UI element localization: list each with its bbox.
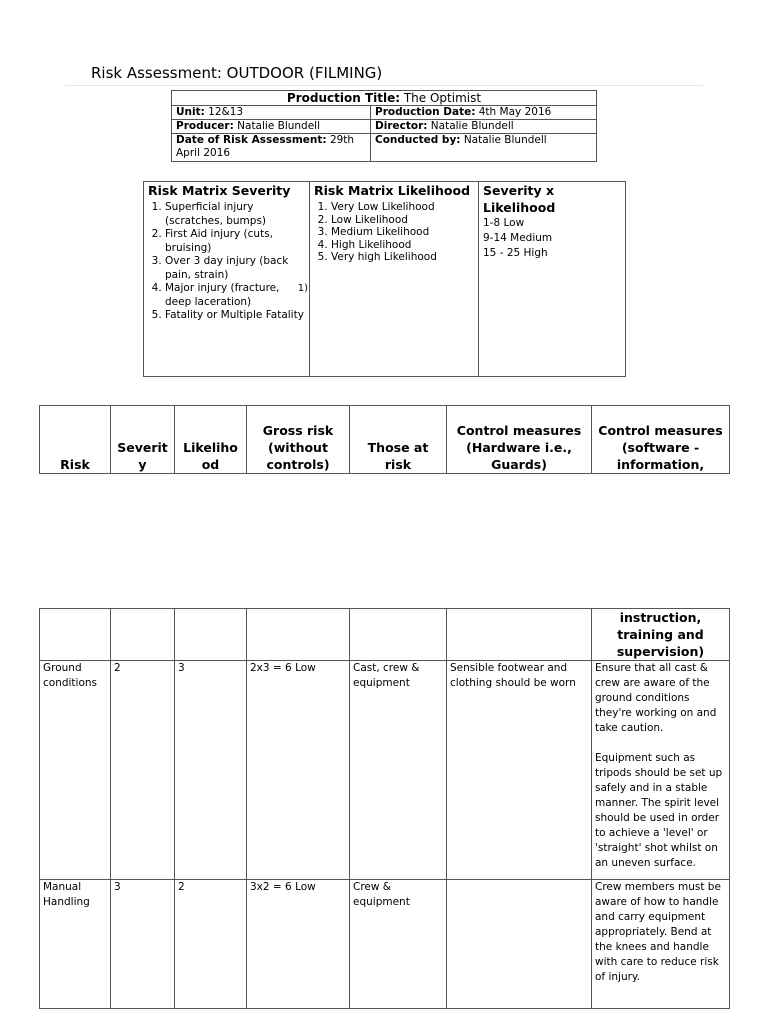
header-those-at-risk: Those at risk [350,406,447,474]
severity-item: 1. Superficial injury (scratches, bumps) [165,201,305,228]
title-divider [65,85,703,86]
page-title: Risk Assessment: OUTDOOR (FILMING) [91,64,383,82]
likelihood-item: 4. High Likelihood [331,239,474,252]
cell-gross-risk: 2x3 = 6 Low [247,661,350,880]
header-hardware-controls: Control measures (Hardware i.e., Guards) [447,406,592,474]
table-row [40,880,730,1009]
conducted-by-value: Natalie Blundell [460,134,547,146]
rating-high: 15 - 25 High [483,247,548,259]
header-gross-risk: Gross risk (without controls) [247,406,350,474]
likelihood-item: 3. Medium Likelihood [331,226,474,239]
producer-value: Natalie Blundell [233,120,321,132]
stray-list-marker: 1) [297,283,308,294]
software-paragraph: Ensure that all cast & crew are aware of the ground conditions they're working on and take caution. [595,662,717,734]
unit-cell [172,106,371,120]
software-paragraph: Crew members must be aware of how to handle and carry equipment appropriately. Bend at the knees and handle with care to reduce risk of injury. [595,881,721,983]
severity-item: 4. Major injury (fracture, deep laceration) [165,282,305,309]
cell-hardware-controls: Sensible footwear and clothing should be worn [447,661,592,880]
rating-low: 1-8 Low [483,217,525,229]
production-date-cell [371,106,597,120]
director-label: Director: [375,120,428,132]
cont-header-cell [350,609,447,661]
cell-those-at-risk: Cast, crew & equipment [350,661,447,880]
severity-list [148,201,305,323]
cell-hardware-controls [447,880,592,1009]
severity-item: 2. First Aid injury (cuts, bruising) [165,228,305,255]
cell-severity: 3 [111,880,175,1009]
severity-item: 5. Fatality or Multiple Fatality [165,309,305,323]
production-date-value: 4th May 2016 [475,106,552,118]
cell-software-controls [592,661,730,880]
cell-software-controls [592,880,730,1009]
cont-header-cell [40,609,111,661]
severity-item: 3. Over 3 day injury (back pain, strain) [165,255,305,282]
header-software-continued: instruction, training and supervision) [592,609,730,661]
production-date-label: Production Date: [375,106,476,118]
severity-x-likelihood-heading: Severity x Likelihood [483,183,556,215]
rating-medium: 9-14 Medium [483,232,553,244]
cont-header-cell [247,609,350,661]
assessment-date-cell [172,134,371,162]
severity-heading: Risk Matrix Severity [148,183,291,198]
severity-x-likelihood-column [479,182,626,377]
production-title-cell [172,91,597,106]
production-info-table [171,90,597,162]
cell-severity: 2 [111,661,175,880]
cont-header-cell [447,609,592,661]
header-software-controls: Control measures (software - information, [592,406,730,474]
header-severity: Severit y [111,406,175,474]
cont-header-cell [111,609,175,661]
cell-risk: Manual Handling [40,880,111,1009]
director-cell [371,120,597,134]
producer-label: Producer: [176,120,234,132]
producer-cell [172,120,371,134]
unit-value: 12&13 [204,106,244,118]
conducted-by-cell [371,134,597,162]
production-title-value: The Optimist [400,91,482,105]
severity-column [144,182,310,377]
director-value: Natalie Blundell [427,120,514,132]
cell-likelihood: 2 [175,880,247,1009]
likelihood-item: 2. Low Likelihood [331,214,474,227]
likelihood-heading: Risk Matrix Likelihood [314,183,471,198]
cell-likelihood: 3 [175,661,247,880]
assessment-date-label: Date of Risk Assessment: [176,134,327,146]
cell-risk: Ground conditions [40,661,111,880]
cell-gross-risk: 3x2 = 6 Low [247,880,350,1009]
unit-label: Unit: [176,106,205,118]
assessment-date-value: 29th April 2016 [176,134,355,159]
header-likelihood: Likeliho od [175,406,247,474]
risk-table-header [39,405,730,474]
likelihood-column [310,182,479,377]
table-row [40,661,730,880]
cell-those-at-risk: Crew & equipment [350,880,447,1009]
risk-matrix-table [143,181,626,377]
risk-table-body [39,608,730,1009]
production-title-label: Production Title: [286,91,401,105]
software-paragraph: Equipment such as tripods should be set up safely and in a stable manner. The spirit level should be used in order to achieve a 'level' or 'straight' shot whilst on an uneven surface. [595,752,723,869]
header-risk: Risk [40,406,111,474]
likelihood-item: 1. Very Low Likelihood [331,201,474,214]
cont-header-cell [175,609,247,661]
conducted-by-label: Conducted by: [375,134,461,146]
likelihood-item: 5. Very high Likelihood [331,251,474,264]
likelihood-list [314,201,474,264]
